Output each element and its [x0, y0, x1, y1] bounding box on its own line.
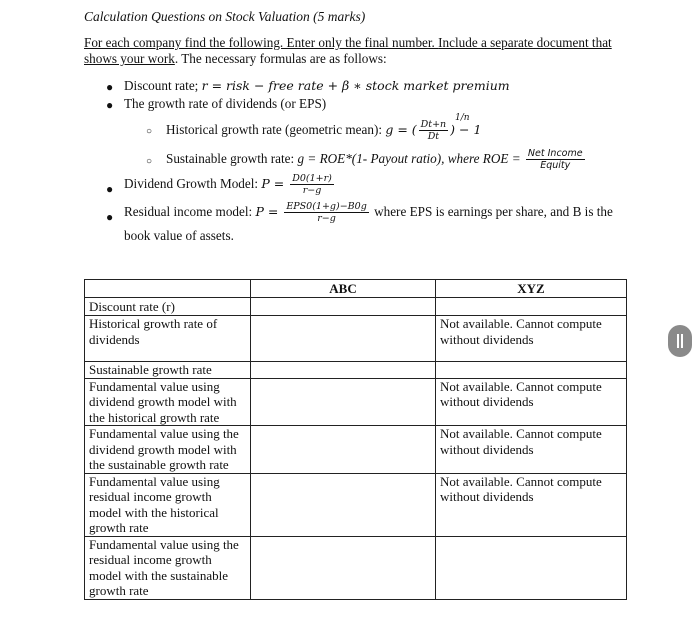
historical-growth-rate — [166, 113, 482, 144]
bullet-icon: ● — [106, 80, 114, 94]
pause-bar-right — [681, 334, 683, 348]
bullet-discount-rate — [124, 78, 510, 94]
bullet-icon: ● — [106, 98, 114, 112]
rim-tail: where EPS is earnings per share, and B is the — [370, 204, 613, 219]
bullet-growth-rate: The growth rate of dividends (or EPS) — [124, 96, 327, 111]
sustainable-formula: g = ROE*(1- Payout ratio), where ROE = — [297, 151, 524, 166]
separate-document-link[interactable]: Include a separate document that shows your work — [84, 35, 612, 66]
sustainable-label: Sustainable growth rate: — [166, 151, 298, 166]
ddm-fraction — [290, 174, 334, 196]
header-abc: ABC — [251, 280, 436, 298]
abc-answer-cell[interactable] — [251, 298, 436, 316]
circle-bullet-icon: ○ — [146, 126, 153, 137]
table-row — [85, 298, 627, 316]
historical-fraction — [419, 120, 449, 142]
row-label: Fundamental value using the dividend growth model with the sustainable growth rate — [85, 426, 251, 474]
historical-den: Dt — [427, 131, 440, 143]
row-label: Fundamental value using the residual income growth model with the sustainable growth rate — [85, 536, 251, 599]
rim-lhs: P = — [255, 204, 283, 219]
ddm-lhs: P = — [261, 176, 289, 191]
abc-answer-cell[interactable] — [251, 426, 436, 474]
table-row — [85, 536, 627, 599]
pause-bars-icon[interactable] — [668, 325, 692, 357]
row-label: Discount rate (r) — [85, 298, 251, 316]
xyz-answer-cell: Not available. Cannot compute without dividends — [436, 473, 627, 536]
xyz-answer-cell: Not available. Cannot compute without dividends — [436, 316, 627, 362]
abc-answer-cell[interactable] — [251, 362, 436, 379]
rim-label: Residual income model: — [124, 204, 256, 219]
table-row — [85, 362, 627, 379]
xyz-answer-cell: Not available. Cannot compute without dividends — [436, 426, 627, 474]
historical-formula-rhs: ) − 1 — [450, 122, 482, 137]
rim-fraction — [284, 202, 368, 224]
roe-den: Equity — [540, 160, 571, 172]
historical-num: Dt+n — [420, 118, 447, 130]
rim-den: r−g — [317, 213, 336, 225]
row-label: Fundamental value using residual income growth model with the historical growth rate — [85, 473, 251, 536]
table-row — [85, 426, 627, 474]
pause-bar-left — [677, 334, 679, 348]
rim-tail-2: book value of assets. — [124, 228, 234, 243]
table-row — [85, 316, 627, 362]
residual-income-model — [124, 198, 613, 226]
bullet-icon: ● — [106, 210, 114, 224]
valuation-table — [84, 279, 627, 600]
row-label: Sustainable growth rate — [85, 362, 251, 379]
ddm-label: Dividend Growth Model: — [124, 176, 262, 191]
xyz-answer-cell: Not available. Cannot compute without dividends — [436, 378, 627, 426]
header-xyz: XYZ — [436, 280, 627, 298]
abc-answer-cell[interactable] — [251, 378, 436, 426]
instructions-text: For each company find the following. Enter only the final number. — [84, 35, 439, 50]
historical-label: Historical growth rate (geometric mean): — [166, 122, 386, 137]
rim-num: EPS0(1+g)−B0g — [286, 200, 367, 212]
table-row — [85, 473, 627, 536]
row-label: Fundamental value using dividend growth model with the historical growth rate — [85, 378, 251, 426]
table-row — [85, 378, 627, 426]
instructions — [84, 35, 614, 67]
abc-answer-cell[interactable] — [251, 536, 436, 599]
discount-rate-label: Discount rate; — [124, 78, 202, 93]
circle-bullet-icon: ○ — [146, 156, 153, 167]
row-label: Historical growth rate of dividends — [85, 316, 251, 362]
roe-fraction — [526, 149, 585, 171]
historical-exponent: 1/n — [455, 113, 470, 123]
discount-rate-formula: r = risk − free rate + β ∗ stock market premium — [201, 78, 510, 93]
ddm-den: r−g — [302, 185, 322, 197]
table-header-row — [85, 280, 627, 298]
page-title: Calculation Questions on Stock Valuation (5 marks) — [84, 9, 366, 24]
ddm-num: D0(1+r) — [292, 172, 332, 184]
xyz-answer-cell[interactable] — [436, 362, 627, 379]
sustainable-growth-rate — [166, 145, 587, 173]
abc-answer-cell[interactable] — [251, 473, 436, 536]
instructions-text-2: . The necessary formulas are as follows: — [174, 51, 387, 66]
abc-answer-cell[interactable] — [251, 316, 436, 362]
historical-formula-lhs: g = ( — [385, 122, 417, 137]
xyz-answer-cell[interactable] — [436, 536, 627, 599]
bullet-icon: ● — [106, 182, 114, 196]
roe-num: Net Income — [527, 147, 583, 159]
xyz-answer-cell[interactable] — [436, 298, 627, 316]
dividend-growth-model — [124, 170, 336, 198]
header-blank — [85, 280, 251, 298]
